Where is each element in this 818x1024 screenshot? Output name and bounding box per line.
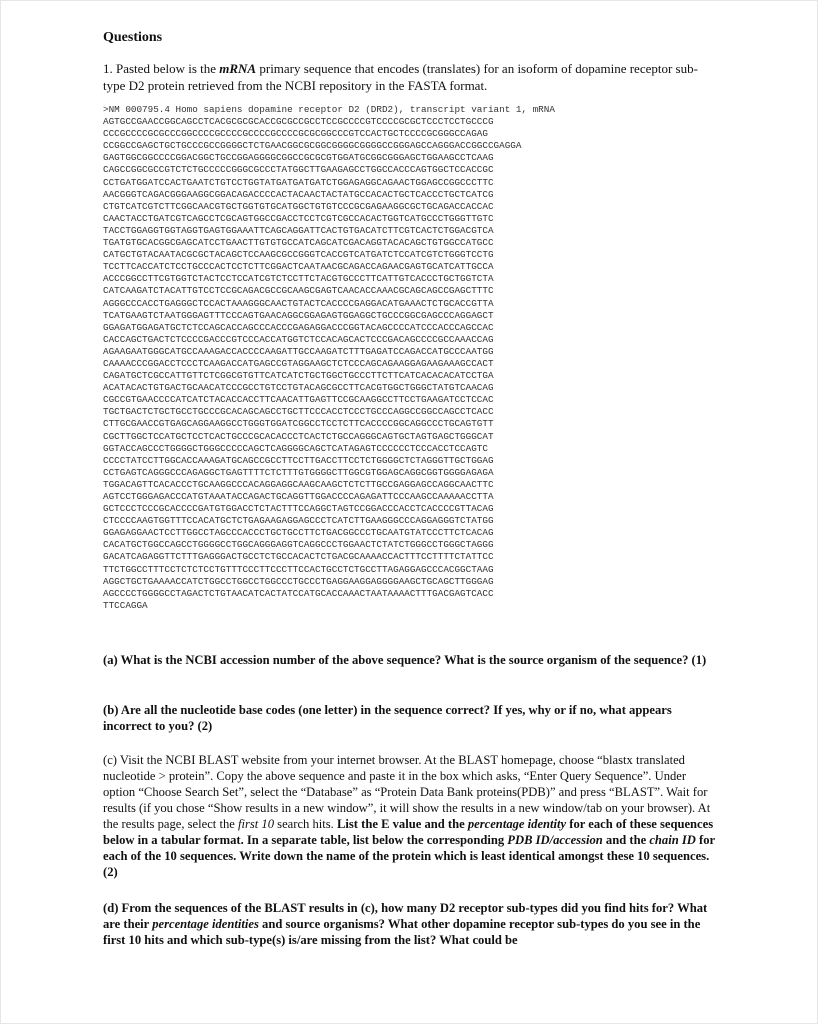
q1-text-rest: primary sequence that encodes (translates) for an isoform of dopamine receptor sub-type D2 protein retrieved from the NCBI repository in the FASTA format.: [103, 61, 698, 93]
sequence-line: TTCTGGCCTTTCCTCTCTCCTGTTTCCCTTCCCTTCCACTGCCTCTGCCTTAGAGGAGCCCACGGCTAAG: [103, 563, 494, 575]
sequence-line: CGCCGTGAACCCCATCATCTACACCACCTTCAACATTGAGTTCCGCAAGGCCTTCCTGAAGATCCTCCAC: [103, 394, 494, 406]
sequence-line: AGGGCCCACCTGAGGGCTCCACTAAAGGGCAACTGTACTCACCCCGAGGACATGAAACTCTGCACCGTTA: [103, 297, 494, 309]
part-c-text-1: (c) Visit the NCBI BLAST website from your internet browser. At the BLAST homepage, choose “blastx translated nucleotide > protein”. Copy the above sequence and paste it in the box which asks, “Enter Query Sequence”. Under option “Choose Search Set”, select the “Database” as “Protein Data Bank proteins(PDB)” and press “BLAST”. Wait for results (if you chose “Show results in a new window”, it will show the results in a new window/tab on your browser). At the results page, select the: [103, 753, 711, 831]
page-title: Questions: [103, 30, 163, 45]
sequence-line: CATCAAGATCTACATTGTCCTCCGCAGACGCCGCAAGCGAGTCAACACCAAACGCAGCAGCCGAGCTTTC: [103, 285, 494, 297]
sequence-line: CCCGCCCCGCGCCCGGCCCCGCCCCGCCCCGCCCCGCGCGGCCCGTCCACTGCTCCCCGCGGGCCAGAG: [103, 128, 488, 140]
question-1-intro: [103, 60, 720, 94]
part-d-bold-2: and source organisms? What other dopamine receptor sub-types do you see in the first 10 hits and which sub-type(s) is/are missing from the list? What could be: [103, 917, 701, 947]
sequence-line: TGGACAGTTCACACCCTGCAAGGCCCACAGGAGGCAAGCAAGCTCTCTTGCCGAGGAGCCAGGCAACTTC: [103, 478, 494, 490]
sequence-line: GGTACCAGCCCTGGGGCTGGGCCCCCAGCTCAGGGGCAGCTCATAGAGTCCCCCCTCCCACCTCCAGTC: [103, 442, 488, 454]
sequence-line: AGCCCCTGGGGCCTAGACTCTGTAACATCACTATCCATGCACCAAACTAATAAAACTTTGACGAGTCACC: [103, 587, 494, 599]
part-d-emphasis-percentage-identities: percentage identities: [152, 917, 259, 931]
sequence-line: CACCAGCTGACTCTCCCCGACCCGTCCCACCATGGTCTCCACAGCACTCCCGACAGCCCCGCCAAACCAG: [103, 333, 494, 345]
part-c-bold-2: for each of these sequences below in a tabular format. In a separate table, list below the corresponding: [103, 817, 714, 847]
sequence-line: GGAGATGGAGATGCTCTCCAGCACCAGCCCACCCGAGAGGACCCGGTACAGCCCCATCCCACCCAGCCAC: [103, 321, 494, 333]
sequence-line: CATGCTGTACAATACGCGCTACAGCTCCAAGCGCCGGGTCACCGTCATGATCTCCATCGTCTGGGTCCTG: [103, 249, 494, 261]
sequence-line: AACGGGTCAGACGGGAAGGCGGACAGACCCCACTACAACTACTATGCCACACTGCTCACCCTGCTCATCG: [103, 188, 494, 200]
part-c-emphasis-first-10: first 10: [237, 817, 275, 831]
document-content: [103, 30, 720, 947]
question-part-d: [103, 900, 720, 948]
sequence-line: AGGCTGCTGAAAACCATCTGGCCTGGCCTGGCCCTGCCCTGAGGAAGGAGGGGAAGCTGCAGCTTGGGAG: [103, 575, 494, 587]
part-c-bold-4: for each of the 10 sequences. Write down the name of the protein which is least identical amongst these 10 sequences. (2): [103, 833, 715, 879]
q1-emphasis-mrna: mRNA: [219, 61, 257, 76]
sequence-line: TCCTTCACCATCTCCTGCCCACTCCTCTTCGGACTCAATAACGCAGACCAGAACGAGTGCATCATTGCCA: [103, 261, 494, 273]
sequence-line: AGAAGAATGGGCATGCCAAAGACCACCCCAAGATTGCCAAGATCTTTGAGATCCAGACCATGCCCAATGG: [103, 345, 494, 357]
sequence-line: TACCTGGAGGTGGTAGGTGAGTGGAAATTCAGCAGGATTCACTGTGACATCTTCGTCACTCTGGACGTCA: [103, 224, 494, 236]
sequence-line: CTGTCATCGTCTTCGGCAACGTGCTGGTGTGCATGGCTGTGTCCCGCGAGAAGGCGCTGCAGACCACCAC: [103, 200, 494, 212]
sequence-line: CTCCCCAAGTGGTTTCCACATGCTCTGAGAAGAGGAGCCCTCATCTTGAAGGGCCCAGGAGGGTCTATGG: [103, 515, 494, 527]
question-part-b: (b) Are all the nucleotide base codes (one letter) in the sequence correct? If yes, why or if no, what appears incorrect to you? (2): [103, 703, 672, 733]
sequence-line: CACATGCTGGCCAGCCTGGGGCCTGGCAGGGAGGTCAGGCCCTGGAACTCTATCTGGGCCTGGGCTAGGG: [103, 539, 494, 551]
sequence-line: CGCTTGGCTCCATGCTCCTCACTGCCCGCACACCCTCACTCTGCCAGGGCAGTGCTAGTGAGCTGGGCAT: [103, 430, 494, 442]
sequence-line: GAGTGGCGGCCCCGGACGGCTGCCGGAGGGGCGGCCGCGCGTGGATGCGGCGGGAGCTGGAAGCCTCAAG: [103, 152, 494, 164]
sequence-line: TGCTGACTCTGCTGCCTGCCCGCACAGCAGCCTGCTTCCCACCTCCCTGCCCAGGCCGGCCAGCCTCACC: [103, 406, 494, 418]
sequence-line: CTTGCGAACCGTGAGCAGGAAGGCCTGGGTGGATCGGCCTCCTCTTCACCCCGGCAGGCCCTGCAGTGTT: [103, 418, 494, 430]
sequence-line: CCCCTATCCTTGGCACCAAAGATGCAGCCGCCTTCCTTGACCTTCCTCTGGGGCTCTAGGGTTGCTGGAG: [103, 454, 494, 466]
sequence-line: AGTGCCGAACCGGCAGCCTCACGCGCGCACCGCGCCGCCTCCGCCCCGTCCCCGCGCTCCCTCCTGCCCG: [103, 116, 494, 128]
sequence-line: CAGATGCTCGCCATTGTTCTCGGCGTGTTCATCATCTGCTGGCTGCCCTTCTTCATCACACACATCCTGA: [103, 370, 494, 382]
fasta-header: >NM 000795.4 Homo sapiens dopamine receptor D2 (DRD2), transcript variant 1, mRNA: [103, 104, 555, 115]
sequence-line: TTCCAGGA: [103, 599, 148, 611]
sequence-line: ACCCGGCCTTCGTGGTCTACTCCTCCATCGTCTCCTTCTACGTGCCCTTCATTGTCACCCTGCTGGTCTA: [103, 273, 494, 285]
sequence-line: GGAGAGGAACTCCTTGGCCTAGCCCACCCTGCTGCCTTCTGACGGCCCTGCAATGTATCCCTTCTCACAG: [103, 527, 494, 539]
part-c-emphasis-chain-id: chain ID: [649, 833, 696, 847]
sequence-line: ACATACACTGTGACTGCAACATCCCGCCTGTCCTGTACAGCGCCTTCACGTGGCTGGGCTATGTCAACAG: [103, 382, 494, 394]
part-d-bold-1: (d) From the sequences of the BLAST results in (c), how many D2 receptor sub-types did you find hits for? What are their: [103, 901, 708, 931]
question-part-c: [103, 752, 720, 880]
part-c-emphasis-pdb-id: PDB ID/accession: [507, 833, 603, 847]
part-c-bold-1: List the E value and the: [336, 817, 468, 831]
sequence-line: TGATGTGCACGGCGAGCATCCTGAACTTGTGTGCCATCAGCATCGACAGGTACACAGCTGTGGCCATGCC: [103, 237, 494, 249]
sequence-line: CAACTACCTGATCGTCAGCCTCGCAGTGGCCGACCTCCTCGTCGCCACACTGGTCATGCCCTGGGTTGTC: [103, 212, 494, 224]
part-c-text-2: search hits.: [274, 817, 337, 831]
sequence-line: GACATCAGAGGTTCTTTGAGGGACTGCCTCTGCCACACTCTGACGCAAAACCACTTTCCTTTTCTATTCC: [103, 551, 494, 563]
sequence-line: CAGCCGGCGCCGTCTCTGCCCCCGGGCGCCCTATGGCTTGAAGAGCCTGGCCACCCAGTGGCTCCACCGC: [103, 164, 494, 176]
sequence-line: CCTGAGTCAGGGCCCAGAGGCTGAGTTTTCTCTTTGTGGGGCTTGGCGTGGAGCAGGCGGTGGGGAGAGA: [103, 466, 494, 478]
sequence-line: CCGGCCGAGCTGCTGCCCGCCGGGGCTCTGAACGGCGCGGCGGGGCGGGGCCGGGAGCCAGGGACCGGCCGAGGA: [103, 140, 522, 152]
sequence-line: AGTCCTGGGAGACCCATGTAAATACCAGACTGCAGGTTGGACCCCAGAGATTCCCAAGCCAAAAACCTTA: [103, 491, 494, 502]
sequence-line: TCATGAAGTCTAATGGGAGTTTCCCAGTGAACAGGCGGAGAGTGGAGGCTGCCCGGCGAGCCCAGGAGCT: [103, 309, 494, 321]
q1-text-start: 1. Pasted below is the: [103, 61, 220, 76]
fasta-sequence: [103, 116, 720, 612]
sequence-line: CAAAACCCGGACCTCCCTCAAGACCATGAGCCGTAGGAAGCTCTCCCAGCAGAAGGAGAAGAAAGCCACT: [103, 357, 494, 369]
question-part-a: (a) What is the NCBI accession number of the above sequence? What is the source organism of the sequence? (1): [103, 653, 707, 667]
sequence-line: CCTGATGGATCCACTGAATCTGTCCTGGTATGATGATGATCTGGAGAGGCAGAACTGGAGCCGGCCCTTC: [103, 176, 494, 188]
part-c-emphasis-percentage-identity: percentage identity: [467, 817, 567, 831]
sequence-line: GCTCCCTCCCGCACCCCGATGTGGACCTCTACTTTCCAGGCTAGTCCGGACCCACCTCACCCCGTTACAG: [103, 503, 494, 515]
part-c-bold-3: and the: [602, 833, 650, 847]
